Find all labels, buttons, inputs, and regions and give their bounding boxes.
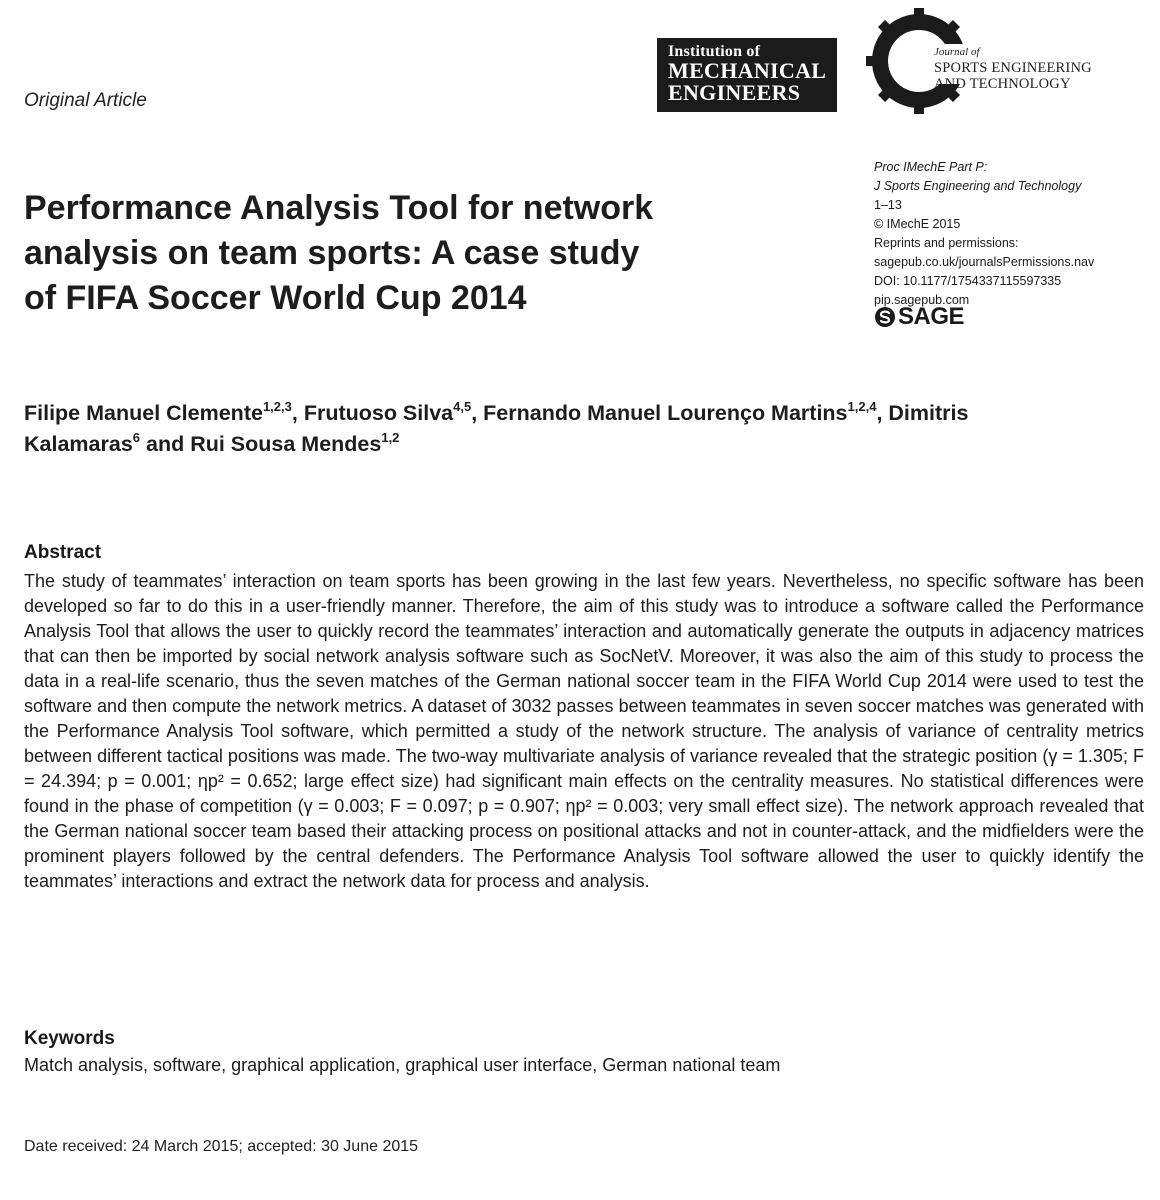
page-range: 1–13 bbox=[874, 198, 902, 212]
journal-site-link[interactable]: pip.sagepub.com bbox=[874, 293, 970, 307]
imeche-logo-line3: ENGINEERS bbox=[668, 80, 801, 105]
abstract-heading: Abstract bbox=[24, 542, 102, 563]
sage-logo bbox=[874, 305, 964, 329]
author: Fernando Manuel Lourenço Martins$^{1,2,4}$, bbox=[483, 399, 889, 425]
article-title bbox=[24, 186, 824, 321]
doi[interactable]: DOI: 10.1177/1754337115597335 bbox=[874, 274, 1062, 288]
sage-wordmark: SAGE bbox=[898, 303, 965, 330]
sage-emblem-icon bbox=[874, 306, 896, 328]
article-type: Original Article bbox=[24, 90, 147, 111]
reprints-label: Reprints and permissions: bbox=[874, 236, 1019, 250]
affiliation-marker: 1,2,4 bbox=[847, 399, 877, 414]
keywords-heading: Keywords bbox=[24, 1028, 115, 1049]
affiliation-marker: 6 bbox=[132, 430, 141, 445]
journal-series: Proc IMechE Part P: bbox=[874, 160, 988, 174]
affiliation-marker: 1,2 bbox=[381, 430, 400, 445]
imeche-logo-line1: Institution of bbox=[668, 43, 761, 60]
author: Dimitris Kalamaras$^6$ and bbox=[24, 401, 969, 456]
dates-received-accepted: Date received: 24 March 2015; accepted: 30 June 2015 bbox=[24, 1138, 419, 1155]
journal-logo-text bbox=[934, 44, 1092, 92]
copyright: © IMechE 2015 bbox=[874, 217, 961, 231]
author-list bbox=[24, 398, 984, 460]
journal-title: J Sports Engineering and Technology bbox=[874, 179, 1082, 193]
abstract-text: The study of teammates’ interaction on team sports has been growing in the last few years. Nevertheless, no specific software has been developed so far to do this in a user-friendly manner. Therefore, the aim of this study was to introduce a software called the Performance Analysis Tool that allows the user to quickly record the teammates’ interaction and automatically generate the outputs in adjacency matrices that can then be imported by social network analysis software such as SocNetV. Moreover, it was also the aim of this study to process the data in a real-life scenario, thus the seven matches of the German national soccer team in the FIFA World Cup 2014 were used to test the software and then compute the network metrics. A dataset of 3032 passes between teammates in seven soccer matches was generated with the Performance Analysis Tool software, which permitted a study of the network structure. The analysis of variance of centrality metrics between different tactical positions was made. The two-way multivariate analysis of variance revealed that the strategic position (γ = 1.305; F = 24.394; p = 0.001; ηp² = 0.652; large effect size) had significant main effects on the centrality measures. No statistical differences were found in the phase of competition (γ = 0.003; F = 0.097; p = 0.907; ηp² = 0.003; very small effect size). The network approach revealed that the German national soccer team based their attacking process on positional attacks and not in counter-attack, and the midfielders were the prominent players followed by the central defenders. The Performance Analysis Tool software allowed the user to quickly identify the teammates’ interactions and extract the network data for process and analysis. bbox=[24, 571, 1144, 891]
title-line: Performance Analysis Tool for network bbox=[24, 189, 654, 227]
author: Rui Sousa Mendes$^{1,2}$ bbox=[190, 430, 400, 456]
publication-info bbox=[874, 158, 1094, 310]
imeche-logo-line2: MECHANICAL bbox=[668, 58, 827, 83]
journal-of-label: Journal of bbox=[934, 46, 980, 58]
affiliation-marker: 1,2,3 bbox=[262, 399, 292, 414]
permissions-link[interactable]: sagepub.co.uk/journalsPermissions.nav bbox=[874, 255, 1095, 269]
journal-name-line1: SPORTS ENGINEERING bbox=[934, 60, 1092, 76]
journal-name-line2: AND TECHNOLOGY bbox=[934, 76, 1071, 92]
author: Filipe Manuel Clemente$^{1,2,3}$, bbox=[24, 399, 304, 425]
author: Frutuoso Silva$^{4,5}$, bbox=[303, 399, 484, 425]
title-line: analysis on team sports: A case study bbox=[24, 234, 640, 272]
keywords-text: Match analysis, software, graphical application, graphical user interface, German national team bbox=[24, 1055, 781, 1075]
title-line: of FIFA Soccer World Cup 2014 bbox=[24, 279, 527, 317]
imeche-logo bbox=[657, 38, 837, 112]
affiliation-marker: 4,5 bbox=[453, 399, 472, 414]
